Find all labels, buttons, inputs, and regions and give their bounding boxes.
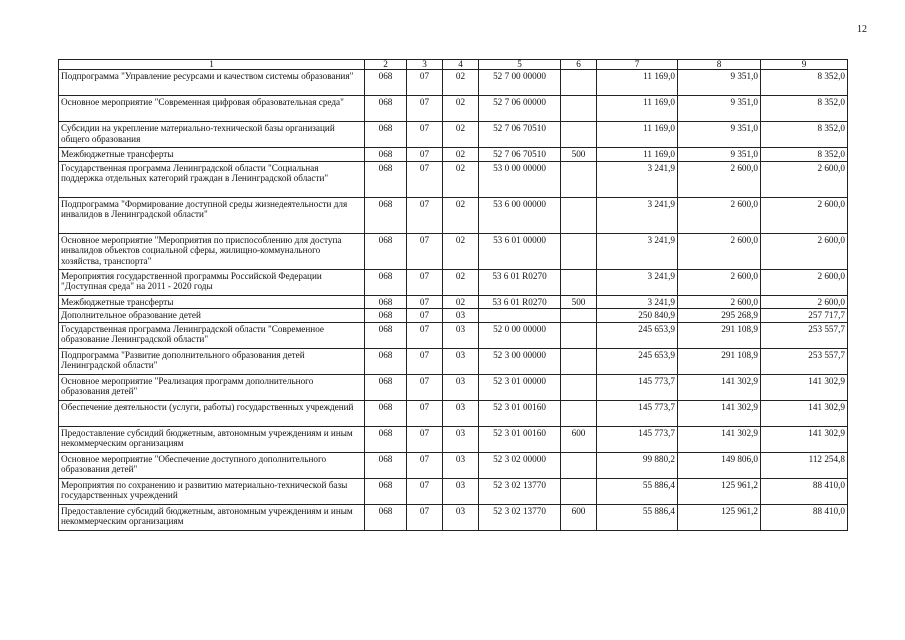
expense-type-cell xyxy=(561,96,597,122)
section-cell: 07 xyxy=(407,322,443,348)
table-row xyxy=(59,148,848,162)
section-cell: 07 xyxy=(407,295,443,309)
table-row xyxy=(59,478,848,504)
ministry-code-cell: 068 xyxy=(365,309,407,323)
amount-col8-cell: 2 600,0 xyxy=(678,269,761,295)
subsection-cell: 02 xyxy=(443,122,479,148)
row-name-cell: Основное мероприятие "Мероприятия по приспособлению для доступа инвалидов объектов социальной сферы, жилищно-коммунального хозяйства, транспорта" xyxy=(59,233,365,269)
ministry-code-cell: 068 xyxy=(365,374,407,400)
section-cell: 07 xyxy=(407,96,443,122)
subsection-cell: 02 xyxy=(443,197,479,233)
table-row xyxy=(59,197,848,233)
row-name-cell: Государственная программа Ленинградской области "Социальная поддержка отдельных категорий граждан в Ленинградской области" xyxy=(59,161,365,197)
ministry-code-cell: 068 xyxy=(365,197,407,233)
section-cell: 07 xyxy=(407,148,443,162)
section-cell: 07 xyxy=(407,452,443,478)
subsection-cell: 03 xyxy=(443,504,479,530)
amount-col7-cell: 11 169,0 xyxy=(597,148,678,162)
section-cell: 07 xyxy=(407,309,443,323)
target-article-cell: 52 7 06 70510 xyxy=(479,122,561,148)
section-cell: 07 xyxy=(407,504,443,530)
amount-col9-cell: 2 600,0 xyxy=(761,197,848,233)
table-row xyxy=(59,374,848,400)
expense-type-cell xyxy=(561,374,597,400)
amount-col7-cell: 145 773,7 xyxy=(597,426,678,452)
expense-type-cell xyxy=(561,197,597,233)
amount-col7-cell: 3 241,9 xyxy=(597,233,678,269)
target-article-cell: 52 7 06 00000 xyxy=(479,96,561,122)
table-row xyxy=(59,322,848,348)
amount-col8-cell: 125 961,2 xyxy=(678,478,761,504)
amount-col7-cell: 11 169,0 xyxy=(597,70,678,96)
subsection-cell: 03 xyxy=(443,452,479,478)
header-cell: 1 xyxy=(59,60,365,70)
subsection-cell: 02 xyxy=(443,148,479,162)
page-number: 12 xyxy=(857,24,867,35)
amount-col7-cell: 145 773,7 xyxy=(597,400,678,426)
ministry-code-cell: 068 xyxy=(365,122,407,148)
ministry-code-cell: 068 xyxy=(365,504,407,530)
section-cell: 07 xyxy=(407,374,443,400)
target-article-cell: 52 3 02 13770 xyxy=(479,478,561,504)
row-name-cell: Дополнительное образование детей xyxy=(59,309,365,323)
amount-col8-cell: 291 108,9 xyxy=(678,348,761,374)
subsection-cell: 02 xyxy=(443,161,479,197)
header-cell: 3 xyxy=(407,60,443,70)
ministry-code-cell: 068 xyxy=(365,295,407,309)
row-name-cell: Мероприятия государственной программы Российской Федерации "Доступная среда" на 2011 - 2020 годы xyxy=(59,269,365,295)
amount-col7-cell: 3 241,9 xyxy=(597,295,678,309)
target-article-cell: 52 3 01 00000 xyxy=(479,374,561,400)
amount-col7-cell: 99 880,2 xyxy=(597,452,678,478)
amount-col8-cell: 141 302,9 xyxy=(678,374,761,400)
ministry-code-cell: 068 xyxy=(365,269,407,295)
target-article-cell: 52 7 06 70510 xyxy=(479,148,561,162)
amount-col8-cell: 2 600,0 xyxy=(678,197,761,233)
amount-col7-cell: 145 773,7 xyxy=(597,374,678,400)
amount-col8-cell: 9 351,0 xyxy=(678,122,761,148)
section-cell: 07 xyxy=(407,122,443,148)
row-name-cell: Межбюджетные трансферты xyxy=(59,148,365,162)
row-name-cell: Субсидии на укрепление материально-технической базы организаций общего образования xyxy=(59,122,365,148)
section-cell: 07 xyxy=(407,400,443,426)
expense-type-cell xyxy=(561,269,597,295)
subsection-cell: 03 xyxy=(443,309,479,323)
row-name-cell: Основное мероприятие "Реализация программ дополнительного образования детей" xyxy=(59,374,365,400)
target-article-cell: 52 3 01 00160 xyxy=(479,426,561,452)
subsection-cell: 03 xyxy=(443,478,479,504)
expense-type-cell xyxy=(561,400,597,426)
subsection-cell: 03 xyxy=(443,400,479,426)
expense-type-cell xyxy=(561,161,597,197)
ministry-code-cell: 068 xyxy=(365,348,407,374)
target-article-cell: 52 7 00 00000 xyxy=(479,70,561,96)
table-row xyxy=(59,452,848,478)
row-name-cell: Обеспечение деятельности (услуги, работы) государственных учреждений xyxy=(59,400,365,426)
ministry-code-cell: 068 xyxy=(365,161,407,197)
table-row xyxy=(59,96,848,122)
amount-col9-cell: 8 352,0 xyxy=(761,96,848,122)
row-name-cell: Подпрограмма "Развитие дополнительного образования детей Ленинградской области" xyxy=(59,348,365,374)
target-article-cell: 52 3 02 00000 xyxy=(479,452,561,478)
amount-col9-cell: 2 600,0 xyxy=(761,295,848,309)
target-article-cell: 52 3 00 00000 xyxy=(479,348,561,374)
amount-col8-cell: 2 600,0 xyxy=(678,233,761,269)
amount-col8-cell: 9 351,0 xyxy=(678,70,761,96)
expense-type-cell xyxy=(561,309,597,323)
table-row xyxy=(59,400,848,426)
amount-col9-cell: 253 557,7 xyxy=(761,348,848,374)
ministry-code-cell: 068 xyxy=(365,426,407,452)
amount-col8-cell: 141 302,9 xyxy=(678,426,761,452)
table-row xyxy=(59,269,848,295)
amount-col7-cell: 250 840,9 xyxy=(597,309,678,323)
row-name-cell: Подпрограмма "Формирование доступной среды жизнедеятельности для инвалидов в Ленинградской области" xyxy=(59,197,365,233)
amount-col9-cell: 2 600,0 xyxy=(761,233,848,269)
amount-col8-cell: 295 268,9 xyxy=(678,309,761,323)
amount-col8-cell: 9 351,0 xyxy=(678,148,761,162)
expense-type-cell: 500 xyxy=(561,295,597,309)
row-name-cell: Мероприятия по сохранению и развитию материально-технической базы государственных учреждений xyxy=(59,478,365,504)
target-article-cell: 52 3 01 00160 xyxy=(479,400,561,426)
amount-col9-cell: 8 352,0 xyxy=(761,70,848,96)
budget-table xyxy=(58,59,848,531)
subsection-cell: 02 xyxy=(443,269,479,295)
section-cell: 07 xyxy=(407,161,443,197)
amount-col9-cell: 257 717,7 xyxy=(761,309,848,323)
target-article-cell: 53 6 01 R0270 xyxy=(479,269,561,295)
header-cell: 6 xyxy=(561,60,597,70)
amount-col7-cell: 11 169,0 xyxy=(597,122,678,148)
section-cell: 07 xyxy=(407,269,443,295)
ministry-code-cell: 068 xyxy=(365,148,407,162)
table-row xyxy=(59,504,848,530)
ministry-code-cell: 068 xyxy=(365,452,407,478)
target-article-cell: 53 6 01 R0270 xyxy=(479,295,561,309)
target-article-cell: 53 6 00 00000 xyxy=(479,197,561,233)
row-name-cell: Основное мероприятие "Обеспечение доступного дополнительного образования детей" xyxy=(59,452,365,478)
section-cell: 07 xyxy=(407,348,443,374)
amount-col9-cell: 141 302,9 xyxy=(761,426,848,452)
amount-col9-cell: 8 352,0 xyxy=(761,122,848,148)
amount-col9-cell: 141 302,9 xyxy=(761,400,848,426)
subsection-cell: 03 xyxy=(443,426,479,452)
table-row xyxy=(59,309,848,323)
row-name-cell: Подпрограмма "Управление ресурсами и качеством системы образования" xyxy=(59,70,365,96)
subsection-cell: 02 xyxy=(443,233,479,269)
amount-col7-cell: 55 886,4 xyxy=(597,504,678,530)
subsection-cell: 02 xyxy=(443,295,479,309)
amount-col8-cell: 125 961,2 xyxy=(678,504,761,530)
amount-col9-cell: 2 600,0 xyxy=(761,161,848,197)
table-row xyxy=(59,233,848,269)
header-cell: 7 xyxy=(597,60,678,70)
amount-col9-cell: 8 352,0 xyxy=(761,148,848,162)
amount-col7-cell: 3 241,9 xyxy=(597,161,678,197)
target-article-cell: 53 0 00 00000 xyxy=(479,161,561,197)
table-row xyxy=(59,70,848,96)
section-cell: 07 xyxy=(407,197,443,233)
table-row xyxy=(59,122,848,148)
table-row xyxy=(59,295,848,309)
ministry-code-cell: 068 xyxy=(365,322,407,348)
section-cell: 07 xyxy=(407,70,443,96)
row-name-cell: Предоставление субсидий бюджетным, автономным учреждениям и иным некоммерческим организациям xyxy=(59,426,365,452)
ministry-code-cell: 068 xyxy=(365,400,407,426)
section-cell: 07 xyxy=(407,478,443,504)
row-name-cell: Государственная программа Ленинградской области "Современное образование Ленинградской области" xyxy=(59,322,365,348)
section-cell: 07 xyxy=(407,426,443,452)
header-cell: 4 xyxy=(443,60,479,70)
ministry-code-cell: 068 xyxy=(365,478,407,504)
amount-col8-cell: 2 600,0 xyxy=(678,295,761,309)
amount-col9-cell: 141 302,9 xyxy=(761,374,848,400)
ministry-code-cell: 068 xyxy=(365,96,407,122)
expense-type-cell xyxy=(561,348,597,374)
header-cell: 5 xyxy=(479,60,561,70)
amount-col8-cell: 9 351,0 xyxy=(678,96,761,122)
target-article-cell xyxy=(479,309,561,323)
expense-type-cell xyxy=(561,233,597,269)
expense-type-cell xyxy=(561,70,597,96)
subsection-cell: 02 xyxy=(443,70,479,96)
target-article-cell: 52 0 00 00000 xyxy=(479,322,561,348)
row-name-cell: Межбюджетные трансферты xyxy=(59,295,365,309)
subsection-cell: 03 xyxy=(443,322,479,348)
amount-col7-cell: 11 169,0 xyxy=(597,96,678,122)
table-row xyxy=(59,426,848,452)
table-row xyxy=(59,348,848,374)
expense-type-cell xyxy=(561,322,597,348)
subsection-cell: 03 xyxy=(443,348,479,374)
amount-col8-cell: 291 108,9 xyxy=(678,322,761,348)
amount-col9-cell: 88 410,0 xyxy=(761,504,848,530)
ministry-code-cell: 068 xyxy=(365,70,407,96)
amount-col9-cell: 253 557,7 xyxy=(761,322,848,348)
header-cell: 8 xyxy=(678,60,761,70)
amount-col8-cell: 2 600,0 xyxy=(678,161,761,197)
subsection-cell: 03 xyxy=(443,374,479,400)
target-article-cell: 53 6 01 00000 xyxy=(479,233,561,269)
amount-col7-cell: 55 886,4 xyxy=(597,478,678,504)
ministry-code-cell: 068 xyxy=(365,233,407,269)
amount-col9-cell: 2 600,0 xyxy=(761,269,848,295)
expense-type-cell: 600 xyxy=(561,426,597,452)
expense-type-cell: 600 xyxy=(561,504,597,530)
row-name-cell: Предоставление субсидий бюджетным, автономным учреждениям и иным некоммерческим организациям xyxy=(59,504,365,530)
amount-col7-cell: 245 653,9 xyxy=(597,322,678,348)
header-cell: 2 xyxy=(365,60,407,70)
amount-col7-cell: 3 241,9 xyxy=(597,197,678,233)
header-cell: 9 xyxy=(761,60,848,70)
amount-col7-cell: 3 241,9 xyxy=(597,269,678,295)
subsection-cell: 02 xyxy=(443,96,479,122)
target-article-cell: 52 3 02 13770 xyxy=(479,504,561,530)
amount-col8-cell: 149 806,0 xyxy=(678,452,761,478)
amount-col7-cell: 245 653,9 xyxy=(597,348,678,374)
expense-type-cell: 500 xyxy=(561,148,597,162)
section-cell: 07 xyxy=(407,233,443,269)
table-row xyxy=(59,161,848,197)
amount-col9-cell: 88 410,0 xyxy=(761,478,848,504)
amount-col9-cell: 112 254,8 xyxy=(761,452,848,478)
header-row xyxy=(59,60,848,70)
expense-type-cell xyxy=(561,478,597,504)
expense-type-cell xyxy=(561,122,597,148)
amount-col8-cell: 141 302,9 xyxy=(678,400,761,426)
expense-type-cell xyxy=(561,452,597,478)
row-name-cell: Основное мероприятие "Современная цифровая образовательная среда" xyxy=(59,96,365,122)
